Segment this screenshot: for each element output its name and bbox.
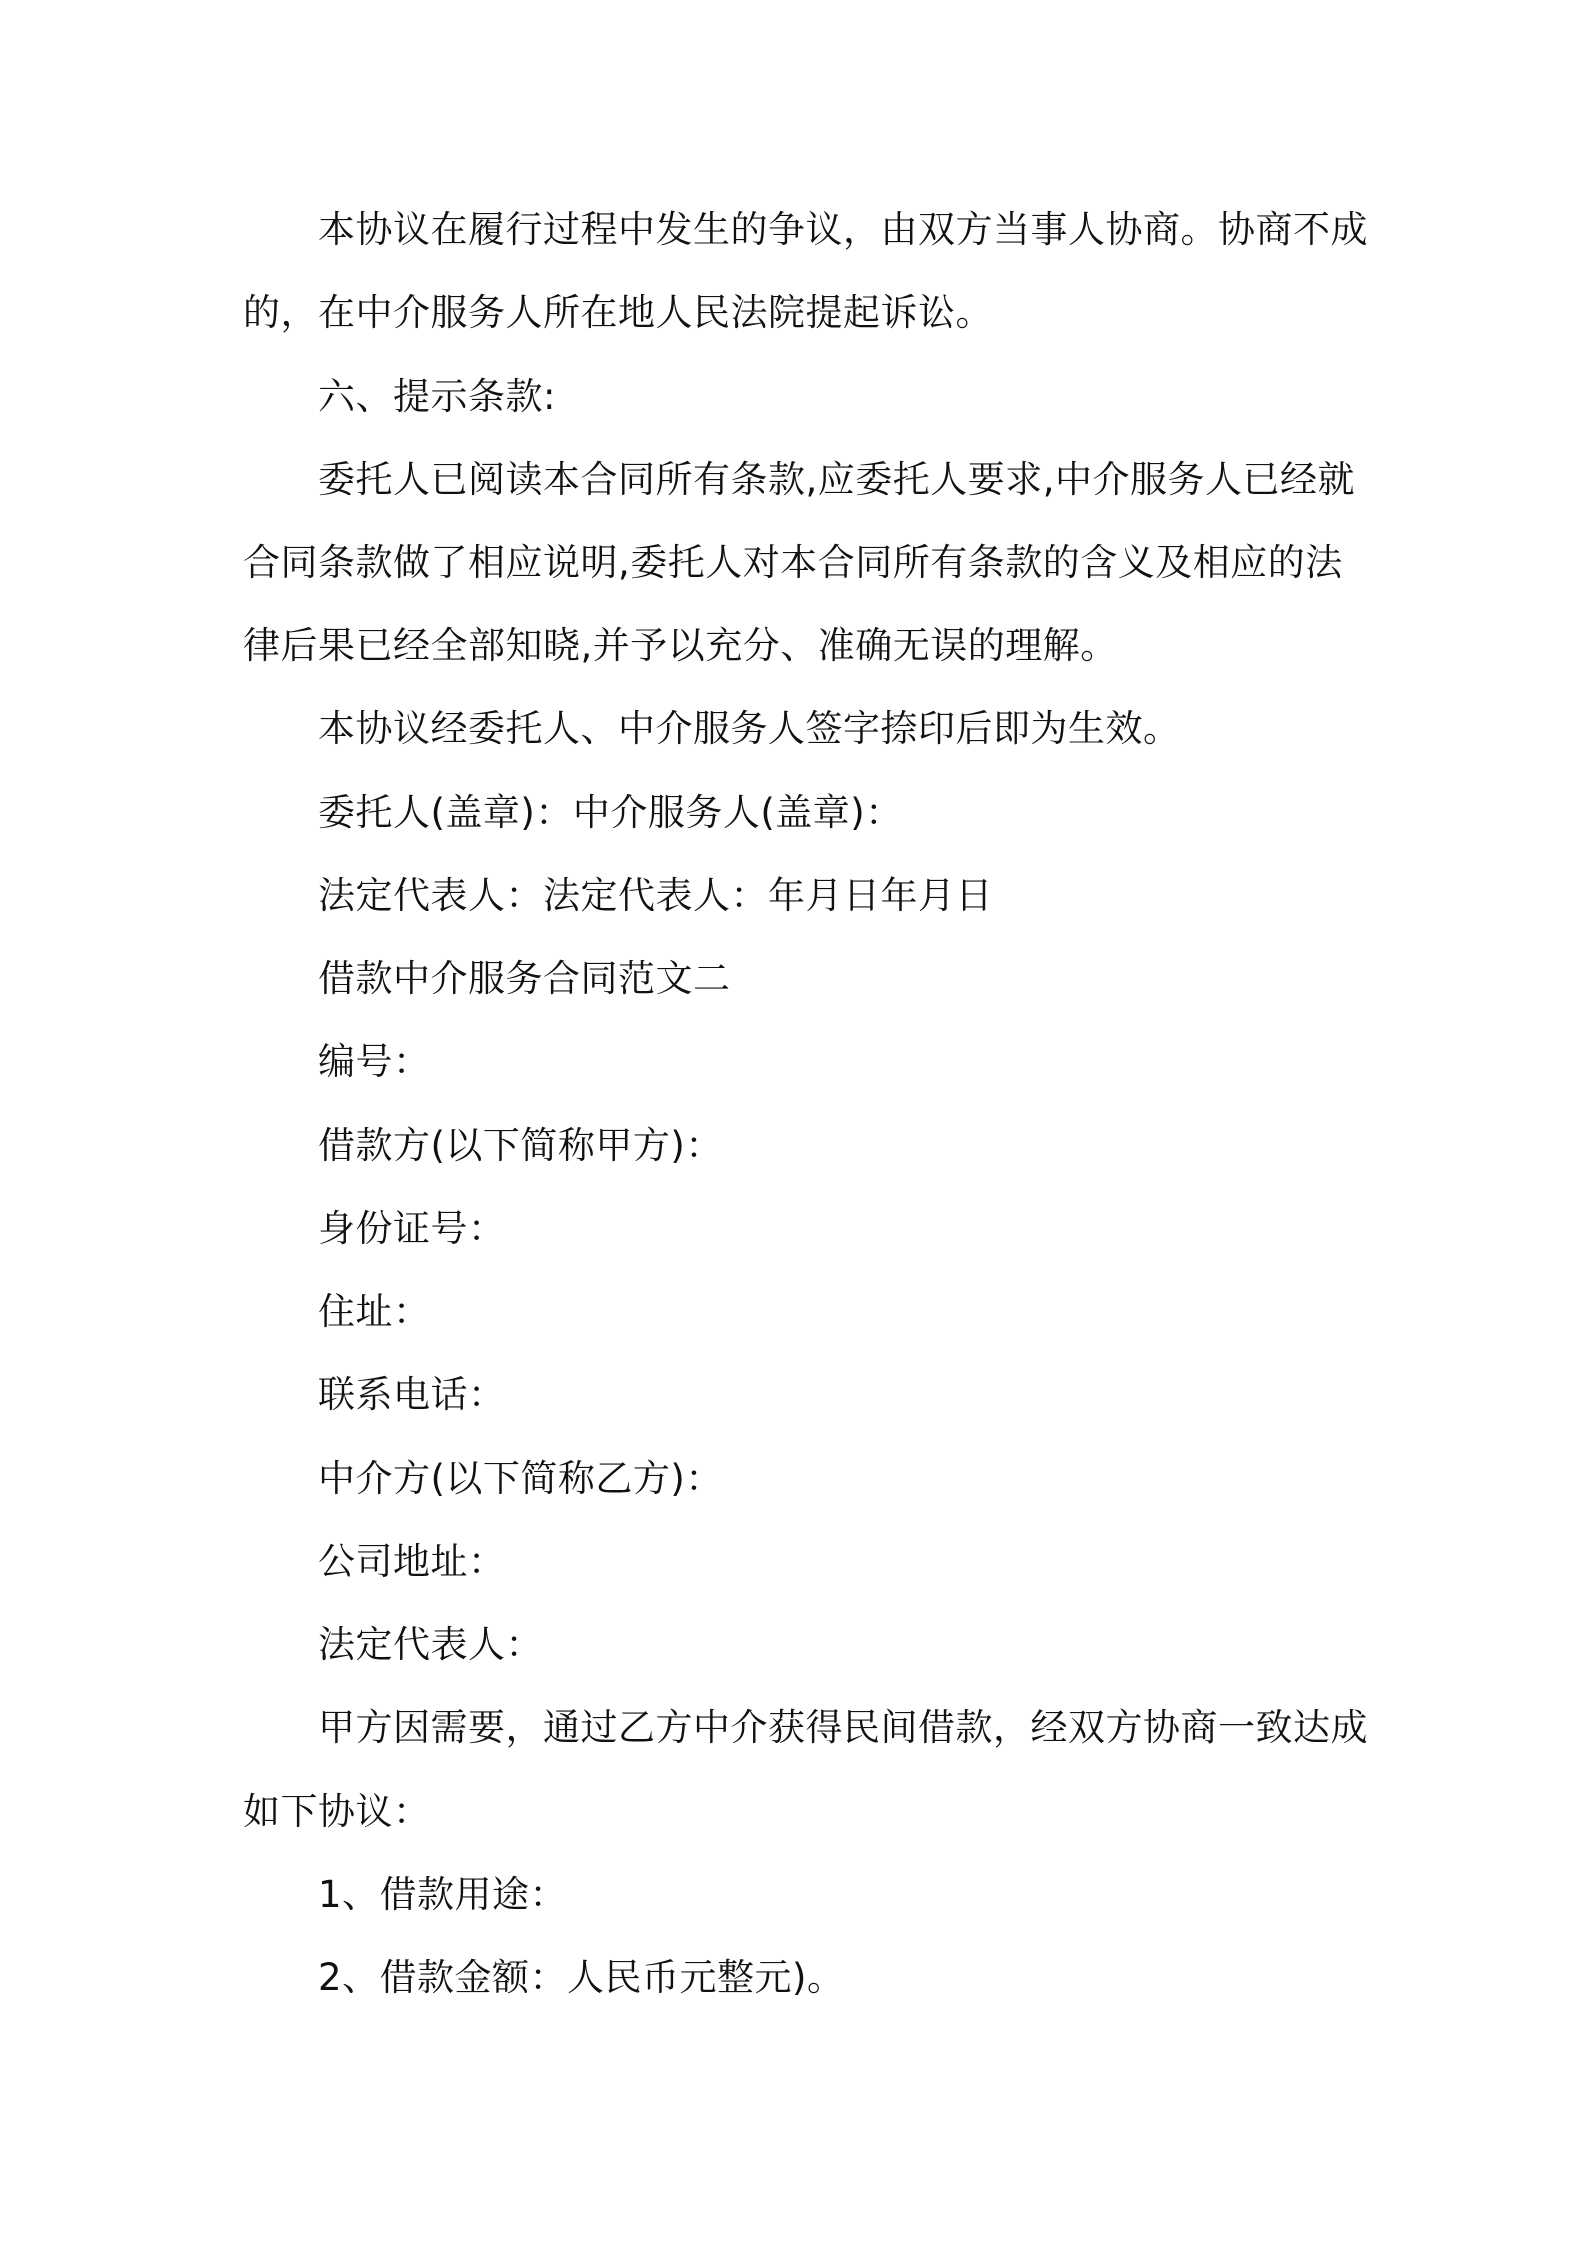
clause-loan-amount: 2、借款金额：人民币元整元)。 [318,1956,845,1999]
signature-line-seals: 委托人(盖章)：中介服务人(盖章)： [318,791,903,834]
document-title-sample-two: 借款中介服务合同范文二 [318,957,731,1000]
paragraph-dispute-line-2: 的，在中介服务人所在地人民法院提起诉讼。 [243,291,993,334]
section-heading-reminder-clause: 六、提示条款: [318,375,556,418]
field-intermediary: 中介方(以下简称乙方)： [318,1457,723,1500]
paragraph-dispute-line-1: 本协议在履行过程中发生的争议，由双方当事人协商。协商不成 [318,208,1368,251]
clause-loan-purpose: 1、借款用途： [318,1873,568,1916]
paragraph-agreement-line-1: 甲方因需要，通过乙方中介获得民间借款，经双方协商一致达成 [318,1706,1368,1749]
field-legal-representative: 法定代表人： [318,1623,543,1666]
field-company-address: 公司地址： [318,1540,506,1583]
field-address: 住址： [318,1290,431,1333]
paragraph-reminder-line-2: 合同条款做了相应说明,委托人对本合同所有条款的含义及相应的法 [243,541,1343,584]
paragraph-effective: 本协议经委托人、中介服务人签字捺印后即为生效。 [318,707,1181,750]
paragraph-agreement-line-2: 如下协议： [243,1790,431,1833]
paragraph-reminder-line-1: 委托人已阅读本合同所有条款,应委托人要求,中介服务人已经就 [318,458,1356,501]
field-number: 编号： [318,1040,431,1083]
field-phone: 联系电话： [318,1373,506,1416]
field-id-number: 身份证号： [318,1207,506,1250]
field-borrower: 借款方(以下简称甲方)： [318,1124,723,1167]
paragraph-reminder-line-3: 律后果已经全部知晓,并予以充分、准确无误的理解。 [243,624,1118,667]
signature-line-representatives: 法定代表人：法定代表人：年月日年月日 [318,874,993,917]
